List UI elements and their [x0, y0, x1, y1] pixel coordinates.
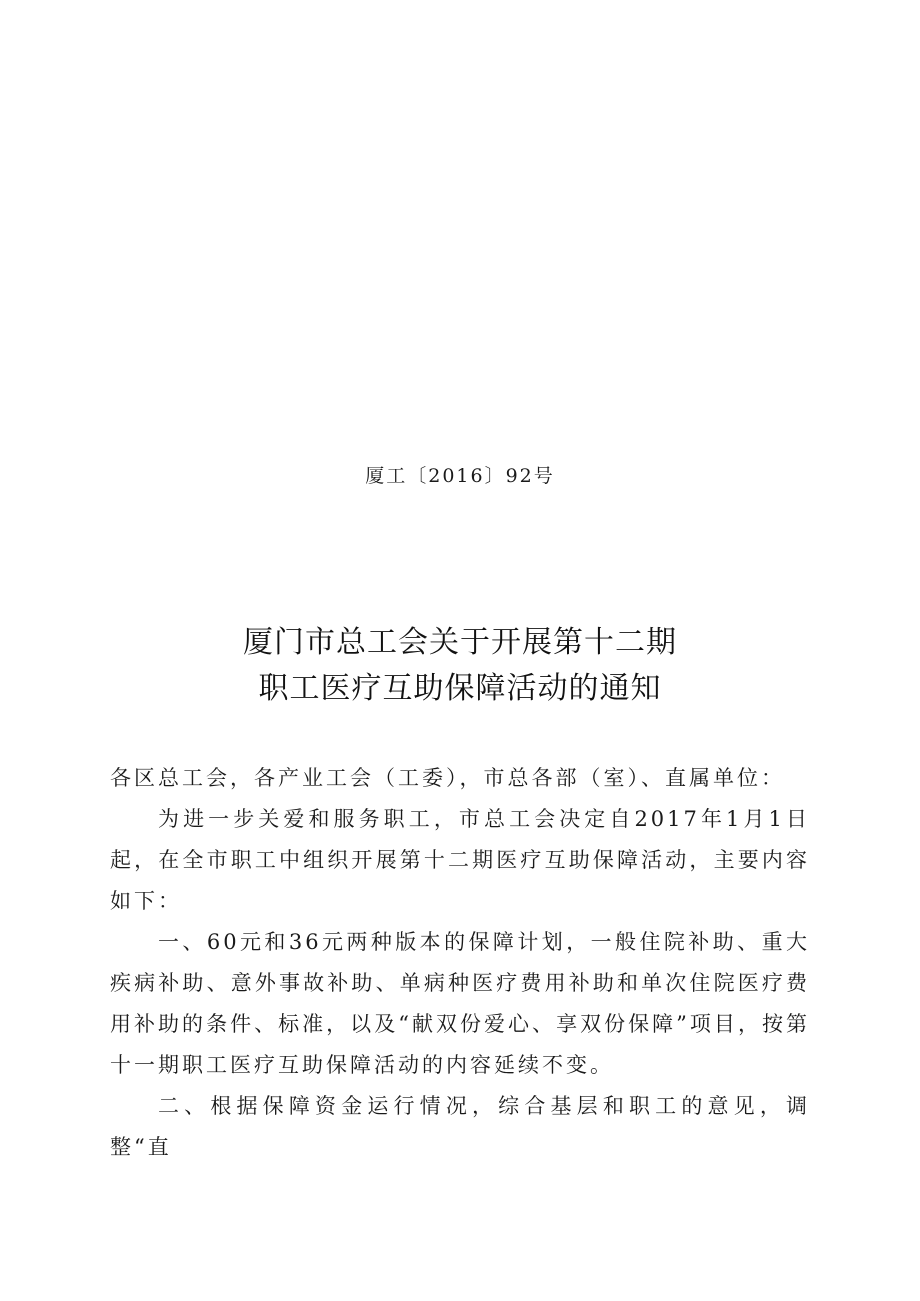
title-line-2: 职工医疗互助保障活动的通知 [258, 671, 662, 706]
paragraph-item-2: 二、根据保障资金运行情况，综合基层和职工的意见，调整“直 [110, 1094, 810, 1159]
paragraph-intro: 为进一步关爱和服务职工，市总工会决定自2017年1月1日起，在全市职工中组织开展第十二期医疗互助保障活动，主要内容如下： [110, 807, 810, 913]
title-line-1: 厦门市总工会关于开展第十二期 [243, 625, 677, 660]
document-body [110, 758, 810, 1168]
salutation: 各区总工会，各产业工会（工委），市总各部（室）、直属单位： [110, 766, 785, 790]
document-number: 厦工〔2016〕92号 [365, 465, 555, 487]
document-title [0, 620, 920, 712]
paragraph-item-1: 一、60元和36元两种版本的保障计划，一般住院补助、重大疾病补助、意外事故补助、单病种医疗费用补助和单次住院医疗费用补助的条件、标准，以及“献双份爱心、享双份保障”项目，按第十一期职工医疗互助保障活动的内容延续不变。 [110, 930, 810, 1077]
